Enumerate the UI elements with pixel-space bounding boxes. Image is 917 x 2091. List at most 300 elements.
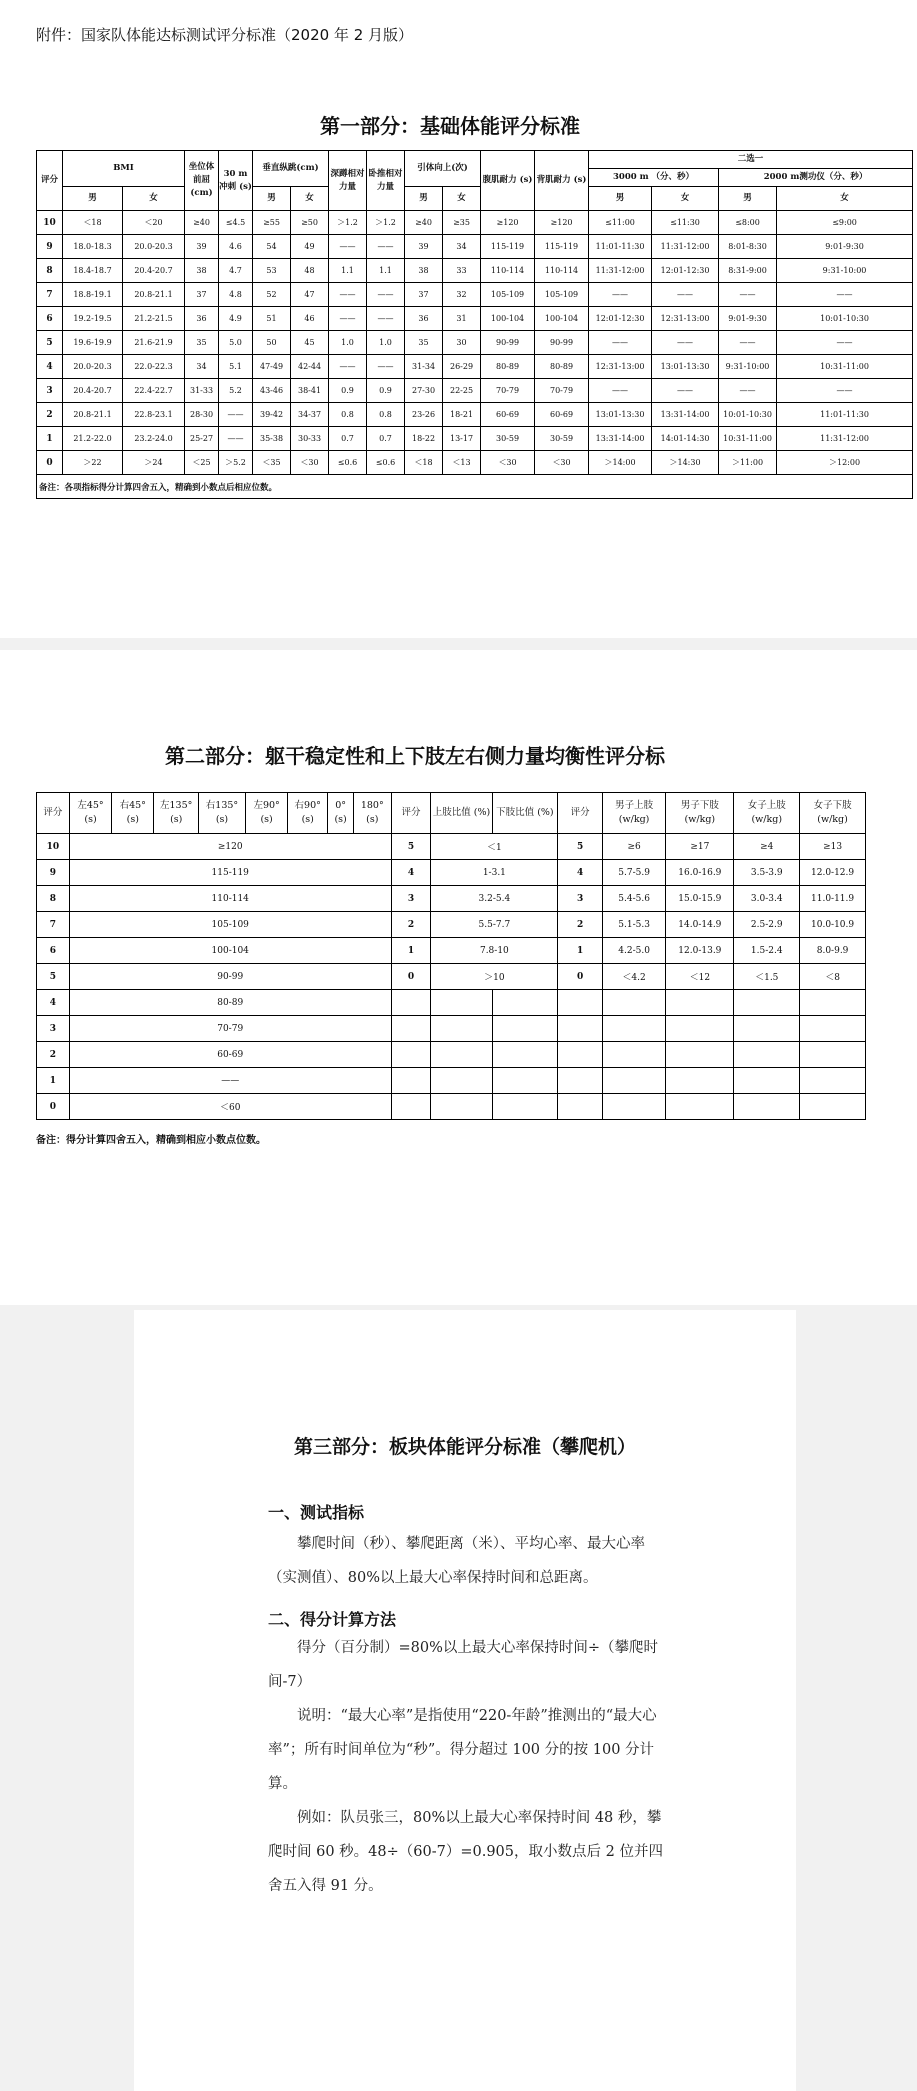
empty-cell	[800, 1094, 866, 1120]
table-cell: 23.2-24.0	[123, 427, 185, 451]
core-stability-cell: ——	[69, 1068, 391, 1094]
table-cell: 60-69	[481, 403, 535, 427]
table-cell: ——	[589, 283, 652, 307]
table-cell: 13-17	[443, 427, 481, 451]
table-cell: 47	[291, 283, 329, 307]
power-cell: 12.0-12.9	[800, 860, 866, 886]
score-cell: 10	[37, 211, 63, 235]
power-cell: 4.2-5.0	[602, 938, 665, 964]
table-cell: ＜35	[253, 451, 291, 475]
header-180deg: 180° (s)	[354, 793, 392, 834]
table-cell: 1.1	[329, 259, 367, 283]
core-stability-cell: 90-99	[69, 964, 391, 990]
table-cell: 20.0-20.3	[123, 235, 185, 259]
table-row	[37, 990, 866, 1016]
table-cell: 20.8-21.1	[63, 403, 123, 427]
table-cell: 0.7	[329, 427, 367, 451]
table-cell: 47-49	[253, 355, 291, 379]
table-cell: ＜30	[481, 451, 535, 475]
table-cell: 22-25	[443, 379, 481, 403]
header-male-lower: 男子下肢 (w/kg)	[666, 793, 734, 834]
table-cell: ——	[329, 307, 367, 331]
table-cell: 8:01-8:30	[719, 235, 777, 259]
table-cell: 20.4-20.7	[63, 379, 123, 403]
table-cell: 12:01-12:30	[652, 259, 719, 283]
header-left135: 左135° (s)	[154, 793, 199, 834]
power-score-cell: 0	[558, 964, 603, 990]
table-cell: 70-79	[481, 379, 535, 403]
table-cell: 35	[405, 331, 443, 355]
core-stability-cell: 110-114	[69, 886, 391, 912]
score-cell: 5	[37, 331, 63, 355]
empty-cell	[734, 1094, 800, 1120]
table-cell: 26-29	[443, 355, 481, 379]
table-cell: 0.8	[329, 403, 367, 427]
table-cell: 5.2	[219, 379, 253, 403]
paragraph-indicators: 攀爬时间（秒）、攀爬距离（米）、平均心率、最大心率（实测值）、80%以上最大心率保持时间和总距离。	[268, 1536, 645, 1586]
table-cell: ≥40	[185, 211, 219, 235]
table-row	[37, 283, 913, 307]
table-cell: ＞12:00	[777, 451, 913, 475]
header-male-upper: 男子上肢 (w/kg)	[602, 793, 665, 834]
table-cell: ≤0.6	[367, 451, 405, 475]
table-cell: 37	[405, 283, 443, 307]
table-row	[37, 211, 913, 235]
empty-cell	[492, 1016, 558, 1042]
table-cell: 39	[405, 235, 443, 259]
table-cell: 19.2-19.5	[63, 307, 123, 331]
table-row	[37, 1016, 866, 1042]
power-cell: 2.5-2.9	[734, 912, 800, 938]
empty-cell	[602, 1094, 665, 1120]
part3-title: 第三部分：板块体能评分标准（攀爬机）	[293, 1436, 636, 1458]
empty-cell	[734, 1042, 800, 1068]
table-cell: ≤4.5	[219, 211, 253, 235]
table-cell: 20.0-20.3	[63, 355, 123, 379]
power-cell: ≥6	[602, 834, 665, 860]
table-row	[37, 235, 913, 259]
paragraph-explanation: 说明：“最大心率”是指使用“220-年龄”推测出的“最大心率”；所有时间单位为“秒”。得分超过 100 分的按 100 分计算。	[268, 1708, 657, 1792]
table-cell: 54	[253, 235, 291, 259]
table-cell: 38	[405, 259, 443, 283]
table-cell: 1.1	[367, 259, 405, 283]
balance-ratio-cell: 5.5-7.7	[431, 912, 558, 938]
table-cell: 42-44	[291, 355, 329, 379]
core-stability-cell: 60-69	[69, 1042, 391, 1068]
table-cell: ——	[719, 331, 777, 355]
table-cell: 10:31-11:00	[777, 355, 913, 379]
table-cell: 1.0	[367, 331, 405, 355]
table-cell: 21.2-22.0	[63, 427, 123, 451]
table-row	[37, 860, 866, 886]
table-row	[37, 403, 913, 427]
table-cell: 9:31-10:00	[719, 355, 777, 379]
table-cell: ——	[589, 379, 652, 403]
table-cell: 11:01-11:30	[777, 403, 913, 427]
table-cell: 34	[185, 355, 219, 379]
header-bmi: BMI	[63, 151, 185, 187]
header-female: 女	[652, 187, 719, 211]
table-cell: 30	[443, 331, 481, 355]
table-cell: 53	[253, 259, 291, 283]
basic-fitness-rows	[37, 211, 913, 475]
power-cell: 10.0-10.9	[800, 912, 866, 938]
power-score-cell: 4	[558, 860, 603, 886]
table-cell: 52	[253, 283, 291, 307]
table-cell: 51	[253, 307, 291, 331]
table-cell: 18.4-18.7	[63, 259, 123, 283]
table-cell: 4.7	[219, 259, 253, 283]
table-cell: 34-37	[291, 403, 329, 427]
table-cell: 25-27	[185, 427, 219, 451]
table-cell: 37	[185, 283, 219, 307]
paragraph-formula: 得分（百分制）=80%以上最大心率保持时间÷（攀爬时间-7）	[268, 1640, 659, 1690]
header-left45: 左45° (s)	[69, 793, 111, 834]
table-cell: 12:31-13:00	[652, 307, 719, 331]
score-cell: 7	[37, 912, 70, 938]
table-cell: 13:31-14:00	[652, 403, 719, 427]
header-male: 男	[63, 187, 123, 211]
empty-cell	[666, 1068, 734, 1094]
power-cell: 5.4-5.6	[602, 886, 665, 912]
table-row	[37, 1042, 866, 1068]
score-cell: 9	[37, 235, 63, 259]
table-row	[37, 1094, 866, 1120]
table-cell: ＞11:00	[719, 451, 777, 475]
table-row	[37, 259, 913, 283]
power-cell: 14.0-14.9	[666, 912, 734, 938]
table-cell: ＜13	[443, 451, 481, 475]
empty-cell	[431, 1094, 492, 1120]
table-cell: ≤11:30	[652, 211, 719, 235]
table-cell: 30-59	[535, 427, 589, 451]
page-1	[0, 0, 917, 638]
page-3	[134, 1310, 796, 2091]
table-cell: 45	[291, 331, 329, 355]
table-cell: 14:01-14:30	[652, 427, 719, 451]
empty-cell	[558, 1042, 603, 1068]
core-stability-cell: 100-104	[69, 938, 391, 964]
power-cell: 5.1-5.3	[602, 912, 665, 938]
table-cell: 0.8	[367, 403, 405, 427]
table-cell: 90-99	[481, 331, 535, 355]
header-lower-ratio: 下肢比值 (%)	[492, 793, 558, 834]
table-cell: ＞22	[63, 451, 123, 475]
header-male: 男	[589, 187, 652, 211]
core-stability-cell: ≥120	[69, 834, 391, 860]
power-cell: ≥13	[800, 834, 866, 860]
power-cell: ≥4	[734, 834, 800, 860]
part1-note: 备注：各项指标得分计算四舍五入，精确到小数点后相应位数。	[37, 475, 913, 499]
table-row	[37, 938, 866, 964]
empty-cell	[558, 1094, 603, 1120]
header-pullup: 引体向上(次)	[405, 151, 481, 187]
paragraph-example: 例如：队员张三，80%以上最大心率保持时间 48 秒，攀爬时间 60 秒。48÷（60-7）=0.905，取小数点后 2 位并四舍五入得 91 分。	[268, 1810, 663, 1894]
empty-cell	[431, 1016, 492, 1042]
table-cell: ＞5.2	[219, 451, 253, 475]
table-cell: ＜25	[185, 451, 219, 475]
header-female: 女	[443, 187, 481, 211]
table-cell: ——	[777, 379, 913, 403]
header-0deg: 0° (s)	[328, 793, 354, 834]
core-stability-cell: ＜60	[69, 1094, 391, 1120]
table-cell: 9:01-9:30	[719, 307, 777, 331]
power-score-cell: 5	[558, 834, 603, 860]
header-vertical-jump: 垂直纵跳(cm)	[253, 151, 329, 187]
balance-ratio-cell: 7.8-10	[431, 938, 558, 964]
empty-cell	[492, 1068, 558, 1094]
table-cell: 12:31-13:00	[589, 355, 652, 379]
table-row	[37, 379, 913, 403]
table-cell: 46	[291, 307, 329, 331]
table-cell: 13:31-14:00	[589, 427, 652, 451]
table-cell: 21.2-21.5	[123, 307, 185, 331]
balance-ratio-cell: 1-3.1	[431, 860, 558, 886]
table-cell: 20.8-21.1	[123, 283, 185, 307]
table-cell: 49	[291, 235, 329, 259]
table-cell: ≥55	[253, 211, 291, 235]
table-cell: 31	[443, 307, 481, 331]
table-row	[37, 307, 913, 331]
score-cell: 6	[37, 938, 70, 964]
empty-cell	[800, 1042, 866, 1068]
power-score-cell: 2	[558, 912, 603, 938]
table-cell: 31-33	[185, 379, 219, 403]
header-score: 评分	[37, 793, 70, 834]
table-cell: ——	[777, 283, 913, 307]
power-score-cell: 3	[558, 886, 603, 912]
empty-cell	[558, 1068, 603, 1094]
score-cell: 2	[37, 403, 63, 427]
table-cell: 18-21	[443, 403, 481, 427]
empty-cell	[666, 1094, 734, 1120]
header-male: 男	[253, 187, 291, 211]
table-cell: ——	[719, 283, 777, 307]
table-row	[37, 912, 866, 938]
score-cell: 1	[37, 1068, 70, 1094]
empty-cell	[734, 990, 800, 1016]
table-cell: 38	[185, 259, 219, 283]
table-cell: 18-22	[405, 427, 443, 451]
table-cell: 22.8-23.1	[123, 403, 185, 427]
table-cell: 9:01-9:30	[777, 235, 913, 259]
empty-cell	[391, 1068, 431, 1094]
table-cell: 0.7	[367, 427, 405, 451]
header-female-lower: 女子下肢 (w/kg)	[800, 793, 866, 834]
table-cell: 11:31-12:00	[589, 259, 652, 283]
table-cell: 4.8	[219, 283, 253, 307]
table-cell: 4.9	[219, 307, 253, 331]
table-cell: 30-59	[481, 427, 535, 451]
table-cell: ——	[329, 355, 367, 379]
table-cell: ≥50	[291, 211, 329, 235]
header-score: 评分	[37, 151, 63, 211]
empty-cell	[602, 1068, 665, 1094]
header-3000m: 3000 m （分、秒）	[589, 169, 719, 187]
empty-cell	[734, 1068, 800, 1094]
table-cell: ＜30	[535, 451, 589, 475]
table-cell: 90-99	[535, 331, 589, 355]
table-cell: 10:01-10:30	[719, 403, 777, 427]
score-cell: 8	[37, 886, 70, 912]
table-cell: 21.6-21.9	[123, 331, 185, 355]
table-cell: 105-109	[535, 283, 589, 307]
core-balance-table	[36, 792, 866, 1120]
page-2	[0, 650, 917, 1305]
table-cell: 60-69	[535, 403, 589, 427]
table-cell: ——	[367, 355, 405, 379]
table-row	[37, 834, 866, 860]
table-cell: ——	[219, 427, 253, 451]
table-cell: 19.6-19.9	[63, 331, 123, 355]
score-cell: 9	[37, 860, 70, 886]
empty-cell	[558, 1016, 603, 1042]
power-cell: ＜1.5	[734, 964, 800, 990]
table-cell: ≥35	[443, 211, 481, 235]
table-cell: 9:31-10:00	[777, 259, 913, 283]
table-cell: 39-42	[253, 403, 291, 427]
table-cell: ＞14:30	[652, 451, 719, 475]
score-cell: 8	[37, 259, 63, 283]
balance-score-cell: 2	[391, 912, 431, 938]
score-cell: 10	[37, 834, 70, 860]
balance-score-cell: 4	[391, 860, 431, 886]
table-cell: ≤9:00	[777, 211, 913, 235]
table-cell: 100-104	[481, 307, 535, 331]
core-stability-cell: 115-119	[69, 860, 391, 886]
table-cell: 110-114	[535, 259, 589, 283]
header-left90: 左90° (s)	[245, 793, 287, 834]
table-cell: 31-34	[405, 355, 443, 379]
empty-cell	[602, 990, 665, 1016]
part2-title: 第二部分：躯干稳定性和上下肢左右侧力量均衡性评分标	[165, 744, 665, 768]
power-cell: 12.0-13.9	[666, 938, 734, 964]
table-cell: 80-89	[535, 355, 589, 379]
table-cell: 43-46	[253, 379, 291, 403]
table-row	[37, 1068, 866, 1094]
empty-cell	[391, 990, 431, 1016]
balance-ratio-cell: ＞10	[431, 964, 558, 990]
table-cell: 0.9	[367, 379, 405, 403]
header-squat: 深蹲相对力量	[329, 151, 367, 211]
header-female: 女	[777, 187, 913, 211]
header-sit-reach: 坐位体前屈 (cm)	[185, 151, 219, 211]
table-cell: 35-38	[253, 427, 291, 451]
empty-cell	[431, 990, 492, 1016]
table-cell: 32	[443, 283, 481, 307]
header-choose-one: 二选一	[589, 151, 913, 169]
table-row	[37, 331, 913, 355]
table-cell: ＜30	[291, 451, 329, 475]
document-header: 附件：国家队体能达标测试评分标准（2020 年 2 月版）	[36, 26, 414, 44]
empty-cell	[666, 1042, 734, 1068]
empty-cell	[734, 1016, 800, 1042]
core-balance-rows	[37, 834, 866, 1120]
table-cell: 50	[253, 331, 291, 355]
table-cell: 36	[405, 307, 443, 331]
table-cell: 12:01-12:30	[589, 307, 652, 331]
table-cell: ＞1.2	[329, 211, 367, 235]
table-cell: 38-41	[291, 379, 329, 403]
score-cell: 3	[37, 1016, 70, 1042]
score-cell: 0	[37, 451, 63, 475]
empty-cell	[602, 1042, 665, 1068]
table-cell: ≤8:00	[719, 211, 777, 235]
table-row	[37, 427, 913, 451]
header-score3: 评分	[558, 793, 603, 834]
section-test-indicators: 一、测试指标	[268, 1503, 365, 1522]
table-cell: ——	[777, 331, 913, 355]
table-cell: 0.9	[329, 379, 367, 403]
table-cell: ＞14:00	[589, 451, 652, 475]
table-cell: ＜20	[123, 211, 185, 235]
table-cell: 39	[185, 235, 219, 259]
table-cell: 22.0-22.3	[123, 355, 185, 379]
table-cell: 13:01-13:30	[589, 403, 652, 427]
section-scoring-method: 二、得分计算方法	[268, 1610, 397, 1629]
core-stability-cell: 70-79	[69, 1016, 391, 1042]
table-cell: 10:01-10:30	[777, 307, 913, 331]
balance-score-cell: 1	[391, 938, 431, 964]
balance-score-cell: 3	[391, 886, 431, 912]
table-cell: 13:01-13:30	[652, 355, 719, 379]
table-cell: ——	[652, 331, 719, 355]
empty-cell	[800, 1068, 866, 1094]
table-cell: ——	[367, 235, 405, 259]
empty-cell	[666, 990, 734, 1016]
table-cell: 8:31-9:00	[719, 259, 777, 283]
empty-cell	[558, 990, 603, 1016]
table-cell: 110-114	[481, 259, 535, 283]
score-cell: 6	[37, 307, 63, 331]
header-female-upper: 女子上肢 (w/kg)	[734, 793, 800, 834]
power-cell: 15.0-15.9	[666, 886, 734, 912]
header-upper-ratio: 上肢比值 (%)	[431, 793, 492, 834]
table-cell: ——	[367, 307, 405, 331]
table-cell: 115-119	[535, 235, 589, 259]
table-cell: ≥120	[481, 211, 535, 235]
power-cell: 16.0-16.9	[666, 860, 734, 886]
table-cell: 11:01-11:30	[589, 235, 652, 259]
table-cell: 115-119	[481, 235, 535, 259]
score-cell: 1	[37, 427, 63, 451]
table-cell: 18.8-19.1	[63, 283, 123, 307]
score-cell: 5	[37, 964, 70, 990]
table-cell: ＜18	[405, 451, 443, 475]
table-cell: 22.4-22.7	[123, 379, 185, 403]
table-cell: ≤0.6	[329, 451, 367, 475]
table-cell: 20.4-20.7	[123, 259, 185, 283]
score-cell: 0	[37, 1094, 70, 1120]
basic-fitness-table	[36, 150, 913, 499]
table-cell: 10:31-11:00	[719, 427, 777, 451]
table-cell: ＞1.2	[367, 211, 405, 235]
table-cell: 5.0	[219, 331, 253, 355]
empty-cell	[800, 990, 866, 1016]
core-stability-cell: 80-89	[69, 990, 391, 1016]
score-cell: 3	[37, 379, 63, 403]
table-row	[37, 355, 913, 379]
balance-ratio-cell: 3.2-5.4	[431, 886, 558, 912]
header-right90: 右90° (s)	[288, 793, 328, 834]
table-cell: ——	[219, 403, 253, 427]
header-right135: 右135° (s)	[199, 793, 246, 834]
table-cell: ＜18	[63, 211, 123, 235]
table-cell: 33	[443, 259, 481, 283]
table-cell: 4.6	[219, 235, 253, 259]
table-cell: 48	[291, 259, 329, 283]
header-score2: 评分	[391, 793, 431, 834]
